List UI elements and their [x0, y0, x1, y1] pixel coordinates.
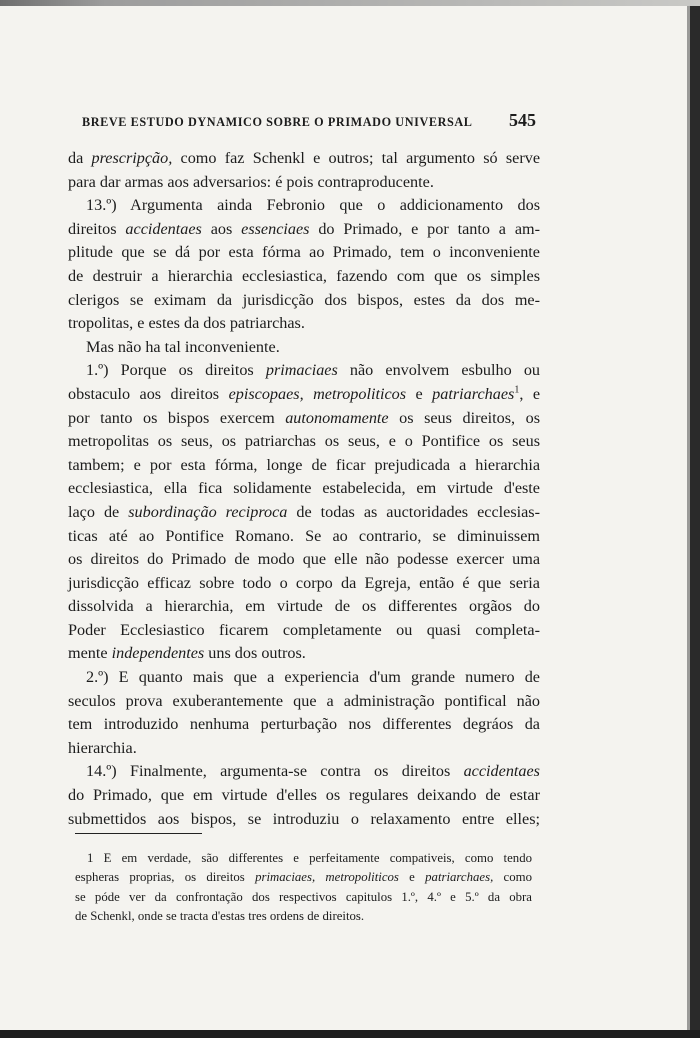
text-line: tem introduzido nenhuma perturbação nos differentes degráos da: [68, 715, 540, 734]
text-line: ecclesiastica, ella fica solidamente estabelecida, em virtude d'este: [68, 479, 540, 498]
paragraph-start-13: 13.º) Argumenta ainda Febronio que o addicionamento dos: [86, 196, 540, 215]
text-line: metropolitas os seus, os patriarchas os seus, e o Pontifice os seus: [68, 432, 540, 451]
text-line: dissolvida a hierarchia, em virtude de os differentes orgãos do: [68, 597, 540, 616]
footnote-line: de Schenkl, onde se tracta d'estas tres ordens de direitos.: [75, 909, 365, 924]
book-page: [0, 6, 690, 1030]
page-number: 545: [509, 110, 536, 130]
paragraph-start-1: 1.º) Porque os direitos primaciaes não envolvem esbulho ou: [86, 361, 541, 380]
text-line: obstaculo aos direitos episcopaes, metropoliticos e patriarchaes$^1$, e: [68, 384, 541, 403]
running-title: BREVE ESTUDO DYNAMICO SOBRE O PRIMADO UNIVERSAL: [82, 115, 473, 129]
paragraph-start-2: 2.º) E quanto mais que a experiencia d'um grande numero de: [86, 668, 540, 687]
text-line: hierarchia.: [68, 738, 137, 757]
text-line: direitos accidentaes aos essenciaes do Primado, e por tanto a am-: [68, 219, 541, 238]
text-line: laço de subordinação reciproca de todas as auctoridades ecclesias-: [68, 502, 540, 521]
text-line: os direitos do Primado de modo que elle não podesse exercer uma: [68, 550, 540, 569]
text-line: do Primado, que em virtude d'elles os regulares deixando de estar: [68, 786, 540, 805]
footnote-ref: 1: [514, 384, 520, 396]
text-line: da prescripção, como faz Schenkl e outros; tal argumento só serve: [68, 149, 541, 167]
page-header: [82, 110, 538, 134]
footnote-line: 1 E em verdade, são differentes e perfeitamente compativeis, como tendo: [87, 851, 532, 865]
text-line: jurisdicção efficaz sobre todo o corpo da Egreja, então é que seria: [68, 573, 540, 592]
footnote: [75, 849, 532, 927]
text-line: ticas até ao Pontifice Romano. Se ao contrario, se diminuissem: [68, 526, 540, 545]
text-line: clerigos se eximam da jurisdicção dos bispos, estes da dos me-: [68, 290, 540, 309]
scan-bottom-edge: [0, 1030, 700, 1038]
text-line: de destruir a hierarchia ecclesiastica, fazendo com que os simples: [68, 266, 540, 285]
text-line: Poder Ecclesiastico ficarem completamente ou quasi completa-: [68, 620, 540, 639]
text-line: para dar armas aos adversarios: é pois contraproducente.: [68, 172, 434, 191]
footnote-line: espheras proprias, os direitos primaciaes, metropoliticos e patriarchaes, como: [75, 870, 532, 885]
text-line: mente independentes uns dos outros.: [68, 644, 306, 663]
text-line: por tanto os bispos exercem autonomamente os seus direitos, os: [68, 408, 541, 427]
text-line: submettidos aos bispos, se introduziu o relaxamento entre elles;: [68, 809, 540, 828]
paragraph-start-14: 14.º) Finalmente, argumenta-se contra os direitos accidentaes: [86, 762, 540, 781]
paragraph-start-objection: Mas não ha tal inconveniente.: [86, 337, 280, 356]
body-text: [68, 147, 540, 831]
footnote-rule: [75, 833, 202, 834]
text-line: plitude que se dá por esta fórma ao Primado, tem o inconveniente: [68, 243, 540, 262]
text-line: tropolitas, e estes da dos patriarchas.: [68, 314, 305, 333]
text-line: tambem; e por esta fórma, longe de ficar prejudicada a hierarchia: [68, 455, 540, 474]
footnote-line: se póde ver da confrontação dos respectivos capitulos 1.º, 4.º e 5.º da obra: [75, 889, 532, 904]
text-line: seculos prova exuberantemente que a administração pontifical não: [68, 691, 540, 710]
